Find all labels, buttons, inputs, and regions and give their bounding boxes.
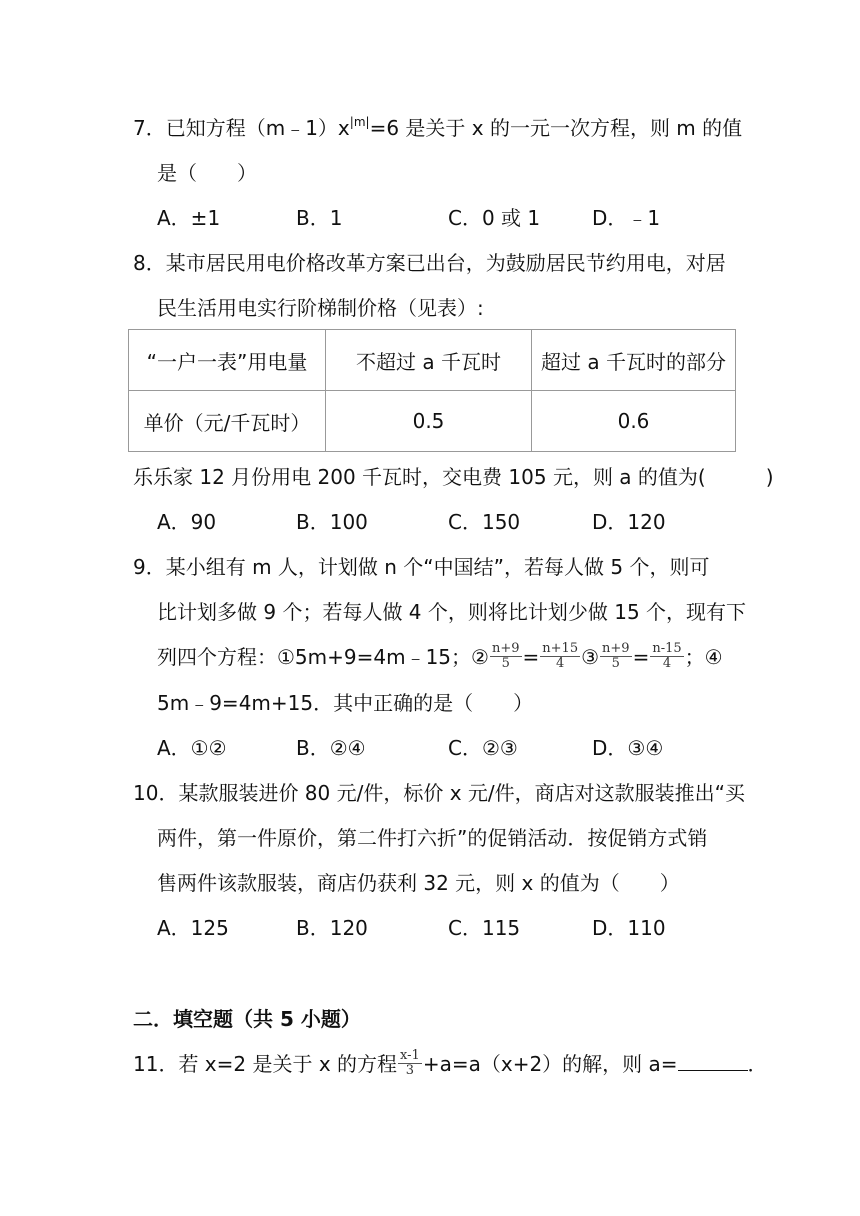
table-cell: “一户一表”用电量 <box>129 330 326 391</box>
q9-line3 <box>157 643 723 673</box>
q9-line2: 比计划多做 9 个；若每人做 4 个，则将比计划少做 15 个，现有下 <box>157 600 747 624</box>
equals-sign: = <box>522 645 540 669</box>
q9-option-c[interactable]: C．②③ <box>448 736 518 760</box>
q7-option-b[interactable]: B．1 <box>296 206 343 230</box>
q7-line1 <box>133 114 742 142</box>
q9-text-c: ；④ <box>684 645 723 669</box>
q8-option-c[interactable]: C．150 <box>448 510 521 534</box>
table-cell: 0.5 <box>326 391 532 452</box>
q9-text-b: ③ <box>581 645 600 669</box>
fraction-denominator: 4 <box>662 656 672 671</box>
q11-text-a: 11．若 x=2 是关于 x 的方程 <box>133 1052 398 1076</box>
section-heading: 二．填空题（共 5 小题） <box>133 1007 361 1031</box>
fraction-numerator: x-1 <box>400 1048 420 1063</box>
q7-option-a[interactable]: A．±1 <box>157 206 221 230</box>
answer-blank[interactable] <box>678 1052 748 1071</box>
q10-line3: 售两件该款服装，商店仍获利 32 元，则 x 的值为（ ） <box>157 871 680 895</box>
q8-option-d[interactable]: D．120 <box>592 510 666 534</box>
q7-option-d[interactable]: D．﹣1 <box>592 206 661 230</box>
equals-sign: = <box>632 645 650 669</box>
q8-line2: 民生活用电实行阶梯制价格（见表）: <box>157 296 484 320</box>
q10-line1: 10．某款服装进价 80 元/件，标价 x 元/件，商店对这款服装推出“买 <box>133 781 746 805</box>
q9-option-a[interactable]: A．①② <box>157 736 227 760</box>
q8-line3: 乐乐家 12 月份用电 200 千瓦时，交电费 105 元，则 a 的值为( ) <box>133 465 774 489</box>
table-cell: 不超过 a 千瓦时 <box>326 330 532 391</box>
q7-line2: 是（ ） <box>157 161 257 185</box>
q7-option-c[interactable]: C．0 或 1 <box>448 206 541 230</box>
fraction-numerator: n+15 <box>542 641 579 656</box>
table-row <box>129 330 736 391</box>
table-row <box>129 391 736 452</box>
q10-line2: 两件，第一件原价，第二件打六折”的促销活动．按促销方式销 <box>157 826 708 850</box>
fraction-denominator: 5 <box>611 656 620 671</box>
table-cell: 单价（元/千瓦时） <box>129 391 326 452</box>
q9-option-d[interactable]: D．③④ <box>592 736 664 760</box>
table-cell: 超过 a 千瓦时的部分 <box>532 330 736 391</box>
q9-line1: 9．某小组有 m 人，计划做 n 个“中国结”，若每人做 5 个，则可 <box>133 555 710 579</box>
q10-option-b[interactable]: B．120 <box>296 916 368 940</box>
q9-text-a: 列四个方程：①5m+9=4m﹣15；② <box>157 645 489 669</box>
q10-option-a[interactable]: A．125 <box>157 916 229 940</box>
q8-option-b[interactable]: B．100 <box>296 510 368 534</box>
fraction <box>490 642 522 671</box>
price-table <box>128 329 736 452</box>
q7-text-a: 7．已知方程（m﹣1）x <box>133 116 350 140</box>
q8-option-a[interactable]: A．90 <box>157 510 217 534</box>
fraction <box>650 642 683 671</box>
fraction-numerator: n-15 <box>652 641 682 656</box>
q9-line4: 5m﹣9=4m+15．其中正确的是（ ） <box>157 691 534 715</box>
q11-line <box>133 1050 768 1080</box>
fraction <box>600 642 632 671</box>
q10-option-d[interactable]: D．110 <box>592 916 666 940</box>
q9-option-b[interactable]: B．②④ <box>296 736 366 760</box>
fraction-denominator: 3 <box>405 1063 415 1078</box>
q11-text-b: +a=a（x+2）的解，则 a= <box>422 1052 678 1076</box>
fraction <box>398 1049 422 1078</box>
q7-exponent: |m| <box>349 115 370 129</box>
fraction-denominator: 4 <box>556 656 565 671</box>
fraction-numerator: n+9 <box>602 641 630 656</box>
q7-text-b: =6 是关于 x 的一元一次方程，则 m 的值 <box>369 116 743 140</box>
fraction <box>540 642 580 671</box>
table-cell: 0.6 <box>532 391 736 452</box>
q10-option-c[interactable]: C．115 <box>448 916 521 940</box>
q8-line1: 8．某市居民用电价格改革方案已出台，为鼓励居民节约用电，对居 <box>133 251 726 275</box>
fraction-numerator: n+9 <box>491 641 520 656</box>
fraction-denominator: 5 <box>501 656 510 671</box>
q11-text-c: ． <box>747 1052 768 1076</box>
